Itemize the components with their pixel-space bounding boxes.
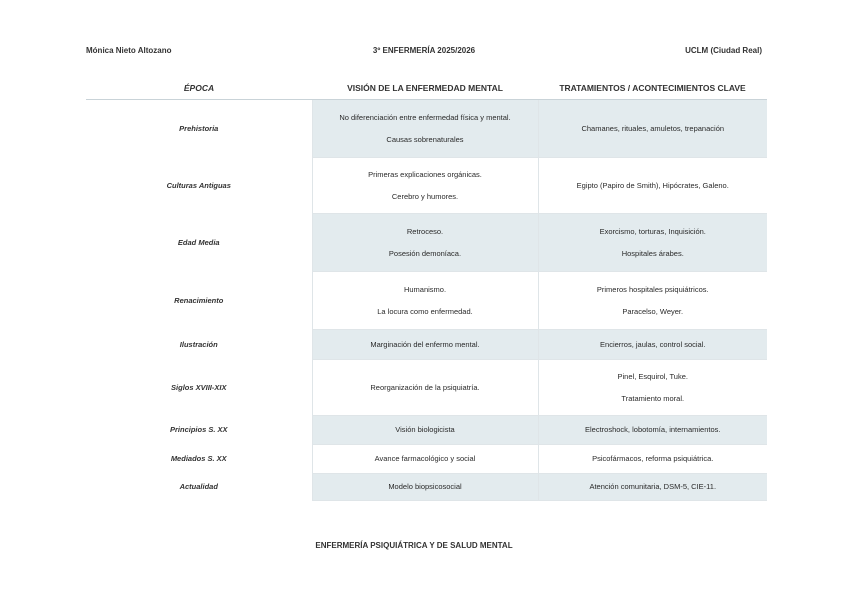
treatment-line: Exorcismo, torturas, Inquisición.	[599, 226, 706, 236]
table-row	[86, 330, 767, 360]
treatment-cell	[538, 360, 767, 416]
treatment-cell	[538, 158, 767, 214]
table-row	[86, 474, 767, 501]
history-table	[86, 77, 767, 501]
table-row	[86, 158, 767, 214]
table-row	[86, 100, 767, 158]
vision-line: No diferenciación entre enfermedad física y mental.	[339, 112, 511, 122]
table-row	[86, 360, 767, 416]
era-cell: Prehistoria	[179, 123, 219, 133]
era-cell: Principios S. XX	[169, 425, 228, 434]
treatment-line: Tratamiento moral.	[621, 393, 685, 403]
treatment-line: Primeros hospitales psiquiátricos.	[596, 284, 709, 294]
vision-line: Modelo biopsicosocial	[388, 482, 462, 491]
column-header-era: ÉPOCA	[86, 77, 312, 100]
era-cell: Renacimiento	[174, 295, 224, 305]
table-row	[86, 416, 767, 445]
vision-line: Marginación del enfermo mental.	[370, 339, 480, 349]
treatment-line: Pinel, Esquirol, Tuke.	[617, 371, 688, 381]
vision-cell	[312, 100, 538, 158]
treatment-cell	[538, 100, 767, 158]
vision-cell	[312, 330, 538, 360]
vision-line: Visión biologicista	[395, 425, 455, 434]
vision-cell	[312, 445, 538, 474]
era-cell: Ilustración	[179, 339, 218, 349]
vision-line: Primeras explicaciones orgánicas.	[368, 169, 482, 179]
treatment-line: Paracelso, Weyer.	[622, 306, 684, 316]
era-cell: Siglos XVIII-XIX	[171, 382, 227, 392]
vision-line: Cerebro y humores.	[391, 191, 459, 201]
vision-cell	[312, 474, 538, 501]
vision-cell	[312, 158, 538, 214]
treatment-line: Hospitales árabes.	[621, 248, 684, 258]
author-name: Mónica Nieto Altozano	[86, 46, 172, 55]
treatment-line: Psicofármacos, reforma psiquiátrica.	[592, 454, 714, 463]
column-header-vision: VISIÓN DE LA ENFERMEDAD MENTAL	[312, 77, 538, 100]
treatment-cell	[538, 445, 767, 474]
treatment-line: Electroshock, lobotomía, internamientos.	[585, 425, 721, 434]
university-label: UCLM (Ciudad Real)	[685, 46, 762, 55]
era-cell: Mediados S. XX	[170, 454, 227, 463]
page-header	[86, 46, 762, 60]
vision-cell	[312, 416, 538, 445]
column-header-treatment: TRATAMIENTOS / ACONTECIMIENTOS CLAVE	[538, 77, 767, 100]
vision-line: Causas sobrenaturales	[386, 134, 464, 144]
vision-cell	[312, 360, 538, 416]
vision-line: Retroceso.	[406, 226, 444, 236]
vision-cell	[312, 214, 538, 272]
treatment-cell	[538, 330, 767, 360]
era-cell: Culturas Antiguas	[166, 180, 231, 190]
treatment-cell	[538, 272, 767, 330]
table-row	[86, 214, 767, 272]
era-cell: Actualidad	[179, 482, 218, 491]
treatment-cell	[538, 416, 767, 445]
vision-cell	[312, 272, 538, 330]
table-header-row	[86, 77, 767, 100]
course-label: 3º ENFERMERÍA 2025/2026	[372, 46, 476, 55]
vision-line: Reorganización de la psiquiatría.	[370, 382, 480, 392]
page-footer: ENFERMERÍA PSIQUIÁTRICA Y DE SALUD MENTAL	[315, 541, 513, 550]
table-row	[86, 445, 767, 474]
table-row	[86, 272, 767, 330]
vision-line: Avance farmacológico y social	[374, 454, 476, 463]
era-cell: Edad Media	[177, 237, 220, 247]
treatment-cell	[538, 214, 767, 272]
treatment-line: Atención comunitaria, DSM-5, CIE-11.	[589, 482, 717, 491]
treatment-line: Egipto (Papiro de Smith), Hipócrates, Galeno.	[576, 180, 729, 190]
treatment-line: Chamanes, rituales, amuletos, trepanación	[581, 123, 725, 133]
vision-line: Posesión demoníaca.	[388, 248, 462, 258]
vision-line: La locura como enfermedad.	[377, 306, 473, 316]
treatment-cell	[538, 474, 767, 501]
treatment-line: Encierros, jaulas, control social.	[600, 339, 706, 349]
vision-line: Humanismo.	[403, 284, 447, 294]
